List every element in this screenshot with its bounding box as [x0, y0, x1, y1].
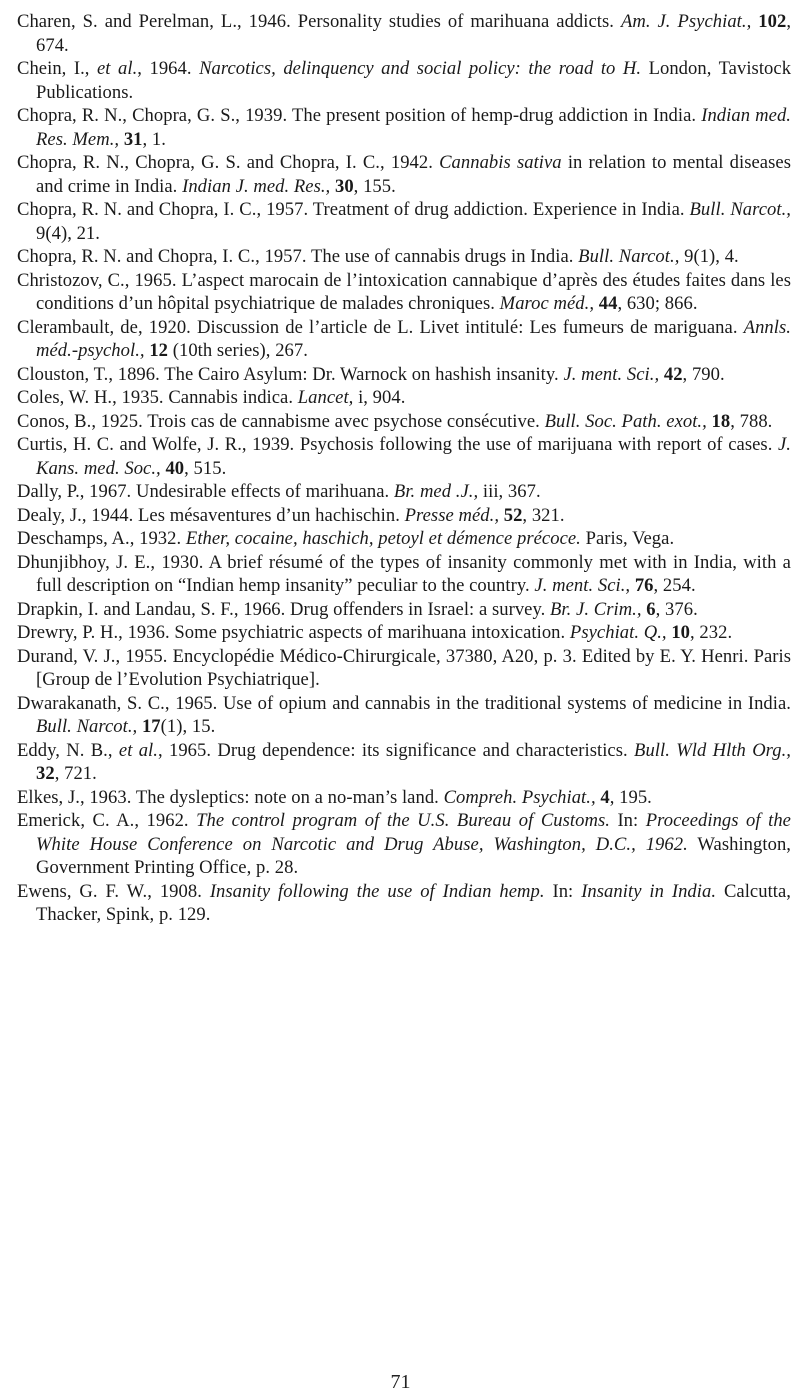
- reference-entry: Chopra, R. N. and Chopra, I. C., 1957. Treatment of drug addiction. Experience in India. Bull. Narcot., 9(4), 21.: [17, 199, 791, 244]
- reference-entry: Christozov, C., 1965. L’aspect marocain de l’intoxication cannabique d’après des études faites dans les conditions d’un hôpital psychiatrique de malades chroniques. Maroc méd., 44, 630; 866.: [17, 269, 792, 314]
- reference-entry: Eddy, N. B., et al., 1965. Drug dependence: its significance and characteristics. Bull. Wld Hlth Org., 32, 721.: [17, 739, 792, 784]
- reference-entry: Dhunjibhoy, J. E., 1930. A brief résumé of the types of insanity commonly met with in India, with a full description on “Indian hemp insanity” peculiar to the country. J. ment. Sci., 76, 254.: [17, 551, 791, 596]
- reference-entry: Clouston, T., 1896. The Cairo Asylum: Dr. Warnock on hashish insanity. J. ment. Sci., 42, 790.: [17, 363, 725, 385]
- reference-entry: Curtis, H. C. and Wolfe, J. R., 1939. Psychosis following the use of marijuana with report of cases. J. Kans. med. Soc., 40, 515.: [17, 434, 792, 479]
- reference-entry: Deschamps, A., 1932. Ether, cocaine, haschich, petoyl et démence précoce. Paris, Vega.: [17, 528, 675, 549]
- reference-entry: Charen, S. and Perelman, L., 1946. Personality studies of marihuana addicts. Am. J. Psychiat., 102, 674.: [17, 11, 792, 56]
- reference-entry: Conos, B., 1925. Trois cas de cannabisme avec psychose consécutive. Bull. Soc. Path. exot., 18, 788.: [17, 410, 773, 432]
- reference-entry: Clerambault, de, 1920. Discussion de l’article de L. Livet intitulé: Les fumeurs de mariguana. Annls. méd.-psychol., 12 (10th series), 267.: [17, 316, 791, 361]
- reference-entry: Emerick, C. A., 1962. The control program of the U.S. Bureau of Customs. In: Proceedings of the White House Conference on Narcotic and Drug Abuse, Washington, D.C., 1962. Washington, Government Printing Office, p. 28.: [17, 810, 791, 878]
- reference-entry: Dally, P., 1967. Undesirable effects of marihuana. Br. med .J., iii, 367.: [17, 481, 541, 502]
- reference-entry: Chopra, R. N. and Chopra, I. C., 1957. The use of cannabis drugs in India. Bull. Narcot., 9(1), 4.: [17, 246, 739, 267]
- reference-entry: Durand, V. J., 1955. Encyclopédie Médico-Chirurgicale, 37380, A20, p. 3. Edited by E. Y. Henri. Paris [Group de l’Evolution Psychiatrique].: [17, 645, 792, 690]
- reference-entry: Drewry, P. H., 1936. Some psychiatric aspects of marihuana intoxication. Psychiat. Q., 10, 232.: [17, 622, 733, 643]
- reference-list: [17, 10, 791, 927]
- reference-entry: Coles, W. H., 1935. Cannabis indica. Lancet, i, 904.: [17, 387, 406, 408]
- page-number: 71: [390, 1371, 411, 1393]
- reference-entry: Dealy, J., 1944. Les mésaventures d’un hachischin. Presse méd., 52, 321.: [17, 504, 565, 526]
- reference-entry: Elkes, J., 1963. The dysleptics: note on a no-man’s land. Compreh. Psychiat., 4, 195.: [17, 786, 652, 808]
- reference-entry: Drapkin, I. and Landau, S. F., 1966. Drug offenders in Israel: a survey. Br. J. Crim., 6, 376.: [17, 598, 698, 620]
- reference-entry: Chopra, R. N., Chopra, G. S., 1939. The present position of hemp-drug addiction in India. Indian med. Res. Mem., 31, 1.: [17, 105, 791, 150]
- reference-entry: Chein, I., et al., 1964. Narcotics, delinquency and social policy: the road to H. London, Tavistock Publications.: [17, 58, 792, 103]
- reference-entry: Chopra, R. N., Chopra, G. S. and Chopra, I. C., 1942. Cannabis sativa in relation to mental diseases and crime in India. Indian J. med. Res., 30, 155.: [17, 152, 791, 197]
- reference-entry: Dwarakanath, S. C., 1965. Use of opium and cannabis in the traditional systems of medicine in India. Bull. Narcot., 17(1), 15.: [17, 692, 791, 737]
- reference-entry: Ewens, G. F. W., 1908. Insanity following the use of Indian hemp. In: Insanity in India. Calcutta, Thacker, Spink, p. 129.: [17, 880, 792, 925]
